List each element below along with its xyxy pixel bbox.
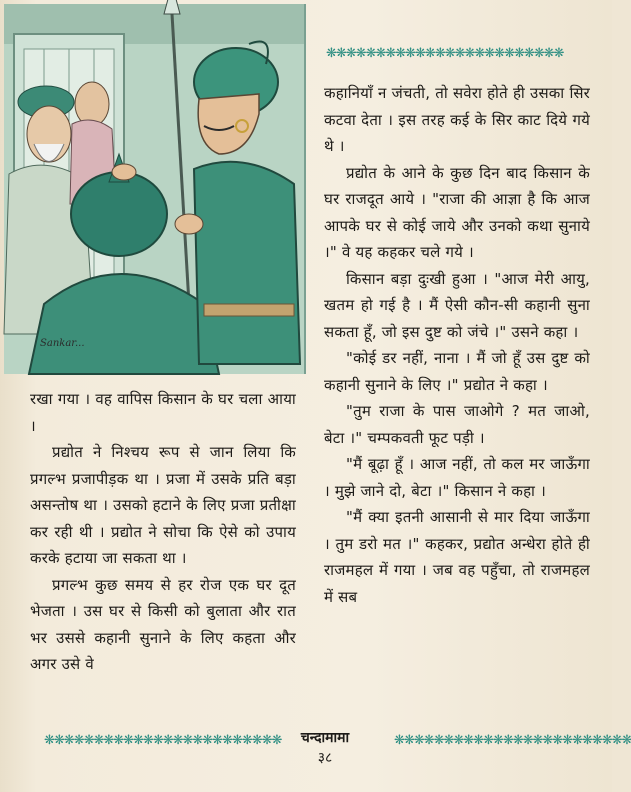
page-number: ३८ [317, 750, 333, 766]
paragraph: प्रद्योत के आने के कुछ दिन बाद किसान के घर राजदूत आये । "राजा की आज्ञा है कि आज आपके घर से कोई जाये और उनको कथा सुनाये ।" वे यह कहकर चले गये । [324, 163, 590, 261]
left-text-column [30, 386, 296, 678]
story-illustration [4, 4, 306, 374]
right-text-column [324, 80, 590, 610]
paragraph: कहानियाँ न जंचती, तो सवेरा होते ही उसका सिर कटवा देता । इस तरह कई के सिर काट दिये गये थे । [324, 84, 590, 155]
paragraph: प्रगल्भ कुछ समय से हर रोज एक घर दूत भेजता । उस घर से किसी को बुलाता और रात भर उससे कहानी सुनाने के लिए कहता और अगर उसे वे [30, 575, 296, 673]
illustration-drawing [4, 4, 304, 374]
paragraph: किसान बड़ा दुःखी हुआ । "आज मेरी आयु, खतम हो गई है । मैं ऐसी कौन-सी कहानी सुना सकता हूँ, जो इस दुष्ट को जंचे ।" उसने कहा । [324, 269, 590, 341]
paragraph: रखा गया । वह वापिस किसान के घर चला आया । [30, 390, 296, 435]
paragraph: "तुम राजा के पास जाओगे ? मत जाओ, बेटा ।" चम्पकवती फूट पड़ी । [324, 402, 590, 447]
paragraph: "मैं क्या इतनी आसानी से मार दिया जाऊँगा । तुम डरो मत ।" कहकर, प्रद्योत अन्धेरा होते ही राजमहल में गया । जब वह पहुँचा, तो राजमहल में सब [324, 508, 590, 606]
bottom-right-ornamental-border: ❋❋❋❋❋❋❋❋❋❋❋❋❋❋❋❋❋❋❋❋❋❋❋❋ [394, 732, 631, 748]
artist-signature: Sankar... [40, 338, 85, 349]
top-ornamental-border: ❋❋❋❋❋❋❋❋❋❋❋❋❋❋❋❋❋❋❋❋❋❋❋❋ [326, 45, 564, 61]
magazine-name: चन्दामामा [300, 730, 350, 746]
paragraph: "मैं बूढ़ा हूँ । आज नहीं, तो कल मर जाऊँगा । मुझे जाने दो, बेटा ।" किसान ने कहा । [324, 455, 590, 500]
bottom-left-ornamental-border: ❋❋❋❋❋❋❋❋❋❋❋❋❋❋❋❋❋❋❋❋❋❋❋❋ [44, 732, 282, 748]
paragraph: "कोई डर नहीं, नाना । मैं जो हूँ उस दुष्ट को कहानी सुनाने के लिए ।" प्रद्योत ने कहा । [324, 349, 590, 394]
paragraph: प्रद्योत ने निश्चय रूप से जान लिया कि प्रगल्भ प्रजापीड़क था । प्रजा में उसके प्रति बड़ा असन्तोष था । उसको हटाने के लिए प्रजा प्रतीक्षा कर रही थी । प्रद्योत ने सोचा कि ऐसे को उपाय करके हटाया जा सकता था । [30, 443, 296, 567]
